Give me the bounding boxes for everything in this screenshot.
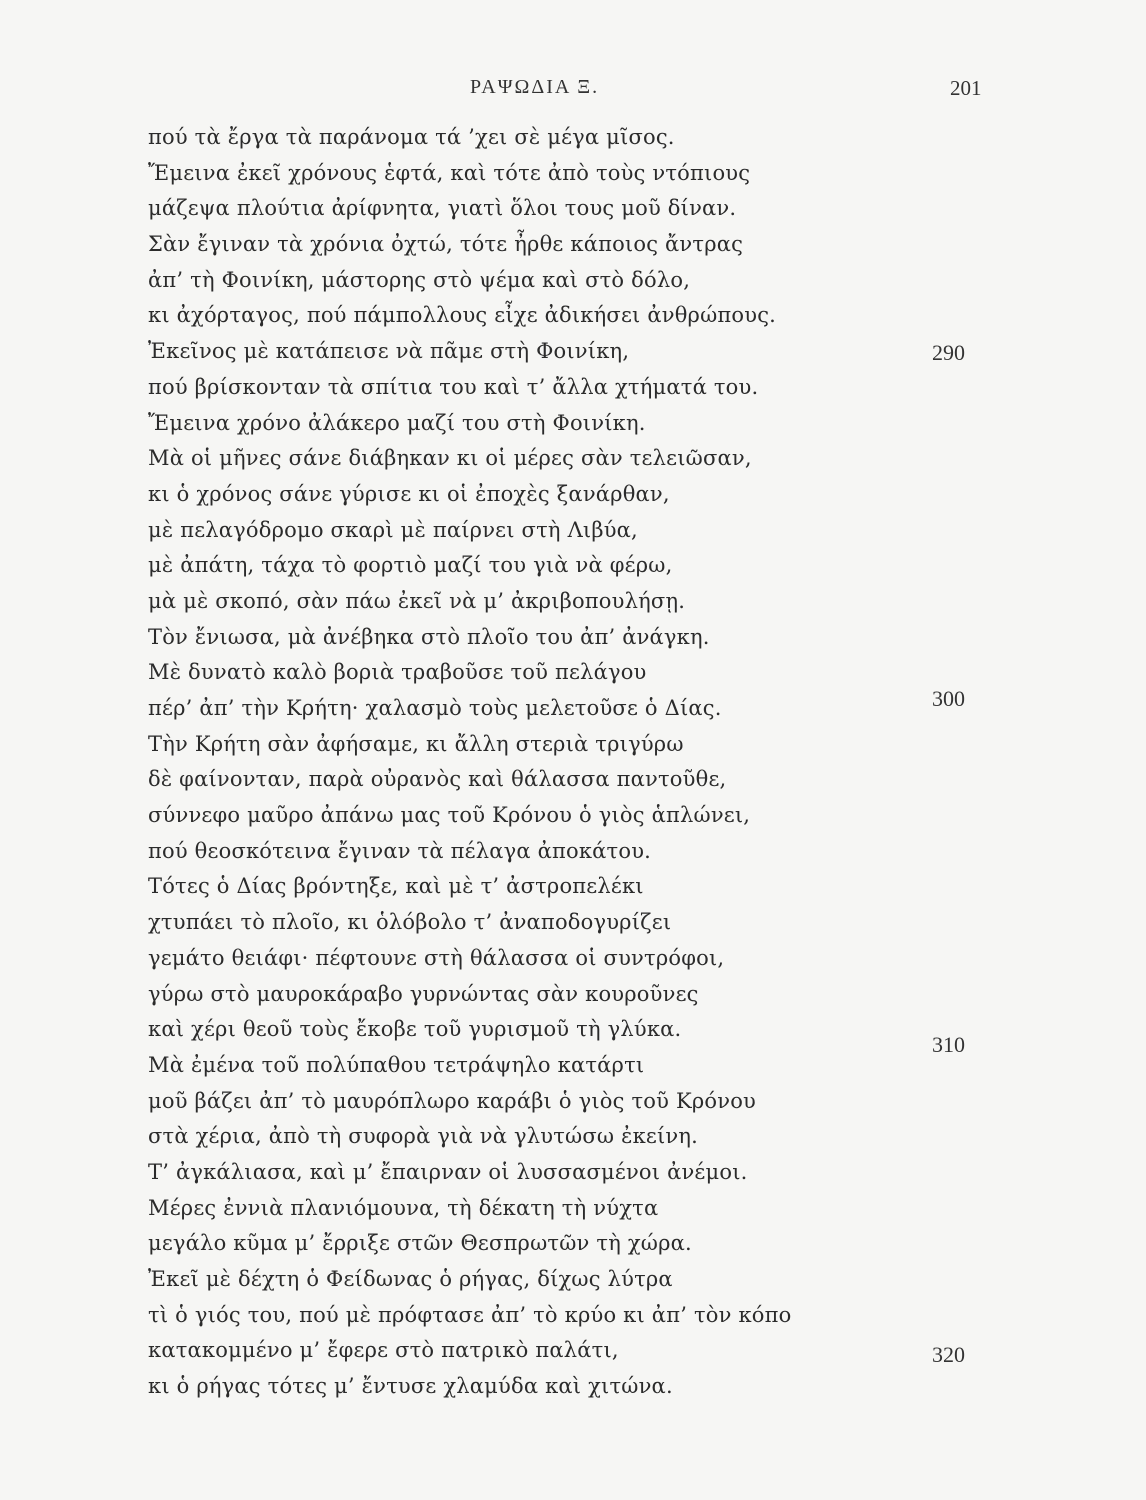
verse-line: γύρω στὸ μαυροκάραβο γυρνώντας σὰν κουροῦνες bbox=[148, 981, 699, 1006]
verse-line: μοῦ βάζει ἀπ’ τὸ μαυρόπλωρο καράβι ὁ γιὸς τοῦ Κρόνου bbox=[148, 1088, 756, 1113]
line-number: 290 bbox=[932, 340, 965, 365]
verse-line: κι ὁ χρόνος σάνε γύρισε κι οἱ ἐποχὲς ξανάρθαν, bbox=[148, 481, 670, 506]
verse-line: καὶ χέρι θεοῦ τοὺς ἔκοβε τοῦ γυρισμοῦ τὴ γλύκα. bbox=[148, 1017, 682, 1042]
verse-line: Μὰ οἱ μῆνες σάνε διάβηκαν κι οἱ μέρες σὰν τελειῶσαν, bbox=[148, 446, 752, 471]
verse-line: Ἔμεινα χρόνο ἀλάκερο μαζί του στὴ Φοινίκη. bbox=[148, 410, 646, 435]
verse-line: Μέρες ἐννιὰ πλανιόμουνα, τὴ δέκατη τὴ νύχτα bbox=[148, 1195, 659, 1220]
line-number: 320 bbox=[932, 1342, 965, 1367]
verse-line: Ἐκεῖνος μὲ κατάπεισε νὰ πᾶμε στὴ Φοινίκη, bbox=[148, 339, 630, 364]
verse-line: χτυπάει τὸ πλοῖο, κι ὁλόβολο τ’ ἀναποδογυρίζει bbox=[148, 910, 672, 935]
verse-line: Τὴν Κρήτη σὰν ἀφήσαμε, κι ἄλλη στεριὰ τριγύρω bbox=[148, 731, 684, 756]
verse-line: πού τὰ ἔργα τὰ παράνομα τά ’χει σὲ μέγα μῖσος. bbox=[148, 125, 675, 149]
verse-line: ἀπ’ τὴ Φοινίκη, μάστορης στὸ ψέμα καὶ στὸ δόλο, bbox=[148, 267, 691, 292]
line-number: 310 bbox=[932, 1032, 965, 1057]
page-number: 201 bbox=[950, 76, 982, 100]
verse-line: Μὰ ἐμένα τοῦ πολύπαθου τετράψηλο κατάρτι bbox=[148, 1052, 645, 1077]
verse-block bbox=[148, 120, 908, 1405]
verse-line: Ἔμεινα ἐκεῖ χρόνους ἑφτά, καὶ τότε ἀπὸ τοὺς ντόπιους bbox=[148, 160, 751, 185]
verse-line: γεμάτο θειάφι· πέφτουνε στὴ θάλασσα οἱ συντρόφοι, bbox=[148, 945, 725, 970]
verse-line: Τ’ ἀγκάλιασα, καὶ μ’ ἔπαιρναν οἱ λυσσασμένοι ἀνέμοι. bbox=[148, 1159, 748, 1184]
verse-line: δὲ φαίνονταν, παρὰ οὐρανὸς καὶ θάλασσα παντοῦθε, bbox=[148, 767, 727, 792]
verse-line: κι ὁ ρήγας τότες μ’ ἔντυσε χλαμύδα καὶ χιτώνα. bbox=[148, 1374, 673, 1399]
verse-line: πού βρίσκονταν τὰ σπίτια του καὶ τ’ ἄλλα χτήματά του. bbox=[148, 374, 759, 399]
verse-line: πέρ’ ἀπ’ τὴν Κρήτη· χαλασμὸ τοὺς μελετοῦσε ὁ Δίας. bbox=[148, 696, 722, 720]
verse-line: Τότες ὁ Δίας βρόντηξε, καὶ μὲ τ’ ἀστροπελέκι bbox=[148, 874, 644, 899]
verse-line: κατακομμένο μ’ ἔφερε στὸ πατρικὸ παλάτι, bbox=[148, 1338, 619, 1363]
verse-line: Σὰν ἔγιναν τὰ χρόνια ὀχτώ, τότε ἦρθε κάποιος ἄντρας bbox=[148, 232, 744, 257]
verse-line: μεγάλο κῦμα μ’ ἔρριξε στῶν Θεσπρωτῶν τὴ χώρα. bbox=[148, 1231, 692, 1256]
verse-line: στὰ χέρια, ἀπὸ τὴ συφορὰ γιὰ νὰ γλυτώσω ἐκείνη. bbox=[148, 1124, 699, 1149]
verse-line: μάζεψα πλούτια ἀρίφνητα, γιατὶ ὅλοι τους μοῦ δίναν. bbox=[148, 196, 737, 221]
verse-line: πού θεοσκότεινα ἔγιναν τὰ πέλαγα ἀποκάτου. bbox=[148, 838, 652, 863]
verse-line: Ἐκεῖ μὲ δέχτη ὁ Φείδωνας ὁ ρήγας, δίχως λύτρα bbox=[148, 1267, 673, 1291]
verse-line: μὰ μὲ σκοπό, σὰν πάω ἐκεῖ νὰ μ’ ἀκριβοπουλήσῃ. bbox=[148, 588, 686, 613]
verse-line: τὶ ὁ γιός του, πού μὲ πρόφτασε ἀπ’ τὸ κρύο κι ἀπ’ τὸν κόπο bbox=[148, 1302, 792, 1327]
verse-line: Τὸν ἔνιωσα, μὰ ἀνέβηκα στὸ πλοῖο του ἀπ’ ἀνάγκη. bbox=[148, 624, 710, 649]
verse-line: κι ἀχόρταγος, πού πάμπολλους εἶχε ἀδικήσει ἀνθρώπους. bbox=[148, 303, 777, 328]
verse-line: μὲ πελαγόδρομο σκαρὶ μὲ παίρνει στὴ Λιβύα, bbox=[148, 517, 638, 542]
running-title: ΡΑΨΩΔΙΑ Ξ. bbox=[470, 76, 600, 98]
verse-line: σύννεφο μαῦρο ἀπάνω μας τοῦ Κρόνου ὁ γιὸς ἁπλώνει, bbox=[148, 803, 751, 828]
line-number: 300 bbox=[932, 686, 965, 711]
verse-line: Μὲ δυνατὸ καλὸ βοριὰ τραβοῦσε τοῦ πελάγου bbox=[148, 660, 647, 685]
verse-line: μὲ ἀπάτη, τάχα τὸ φορτιὸ μαζί του γιὰ νὰ φέρω, bbox=[148, 553, 673, 578]
